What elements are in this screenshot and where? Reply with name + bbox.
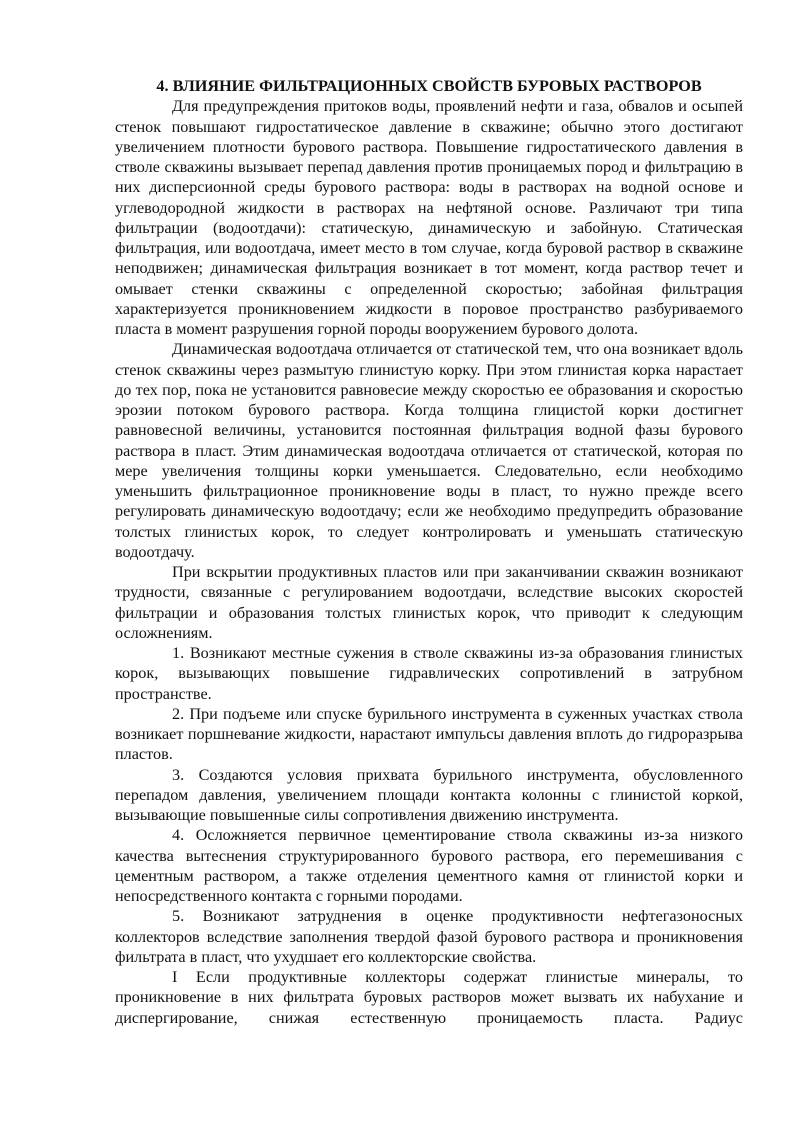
list-item-5: 5. Возникают затруднения в оценке продуктивности нефтегазоносных коллекторов вследствие заполнения твердой фазой бурового раствора и проникновения фильтрата в пласт, что ухудшает его коллекторские свойства. — [115, 907, 743, 966]
paragraph-final: I Если продуктивные коллекторы содержат глинистые минералы, то проникновение в них фильтрата буровых растворов может вызвать их набухание и диспергирование, снижая естественную проницаемость пласта. Радиус — [115, 968, 743, 1027]
list-item-4: 4. Осложняется первичное цементирование ствола скважины из-за низкого качества вытеснения структурированного бурового раствора, его перемешивания с цементным раствором, а также отделения цементного камня от глинистой корки и непосредственного контакта с горными породами. — [115, 826, 743, 905]
page-title: 4. ВЛИЯНИЕ ФИЛЬТРАЦИОННЫХ СВОЙСТВ БУРОВЫХ РАСТВОРОВ — [156, 77, 702, 95]
paragraph-3: При вскрытии продуктивных пластов или при заканчивании скважин возникают трудности, связанные с регулированием водоотдачи, вследствие высоких скоростей фильтрации и образования толстых глинистых корок, что приводит к следующим осложнениям. — [115, 563, 743, 642]
list-item-2: 2. При подъеме или спуске бурильного инструмента в суженных участках ствола возникает поршневание жидкости, нарастают импульсы давления вплоть до гидроразрыва пластов. — [115, 704, 743, 764]
list-item-1: 1. Возникают местные сужения в стволе скважины из-за образования глинистых корок, вызывающих повышение гидравлических сопротивлений в затрубном пространстве. — [115, 644, 743, 703]
list-item-3: 3. Создаются условия прихвата бурильного инструмента, обусловленного перепадом давления, увеличением площади контакта колонны с глинистой коркой, вызывающие повышенные силы сопротивления движению инструмента. — [115, 765, 743, 824]
paragraph-2: Динамическая водоотдача отличается от статической тем, что она возникает вдоль стенок скважины через размытую глинистую корку. При этом глинистая корка нарастает до тех пор, пока не установится равновесие между скоростью ее образования и скоростью эрозии потоком бурового раствора. Когда толщина глицистой корки достигнет равновесной величины, установится постоянная фильтрация водной фазы бурового раствора в пласт. Этим динамическая водоотдача отличается от статической, которая по мере увеличения толщины корки уменьшается. Следовательно, если необходимо уменьшить фильтрационное проникновение воды в пласт, то нужно прежде всего регулировать динамическую водоотдачу; если же необходимо предупредить образование толстых глинистых корок, то следует контролировать и уменьшать статическую водоотдачу. — [115, 340, 743, 561]
paragraph-1: Для предупреждения притоков воды, проявлений нефти и газа, обвалов и осыпей стенок повышают гидростатическое давление в скважине; обычно этого достигают увеличением плотности бурового раствора. Повышение гидростатического давления в стволе скважины вызывает перепад давления против проницаемых пород и фильтрацию в них дисперсионной среды бурового раствора: воды в растворах на водной основе и углеводородной жидкости в растворах на нефтяной основе. Различают три типа фильтрации (водоотдачи): статическую, динамическую и забойную. Статическая фильтрация, или водоотдача, имеет место в том случае, когда буровой раствор в скважине неподвижен; динамическая фильтрация возникает в тот момент, когда раствор течет и омывает стенки скважины с определенной скоростью; забойная фильтрация характеризуется проникновением жидкости в поровое пространство разбуриваемого пласта в момент разрушения горной породы вооружением бурового долота. — [115, 97, 743, 338]
